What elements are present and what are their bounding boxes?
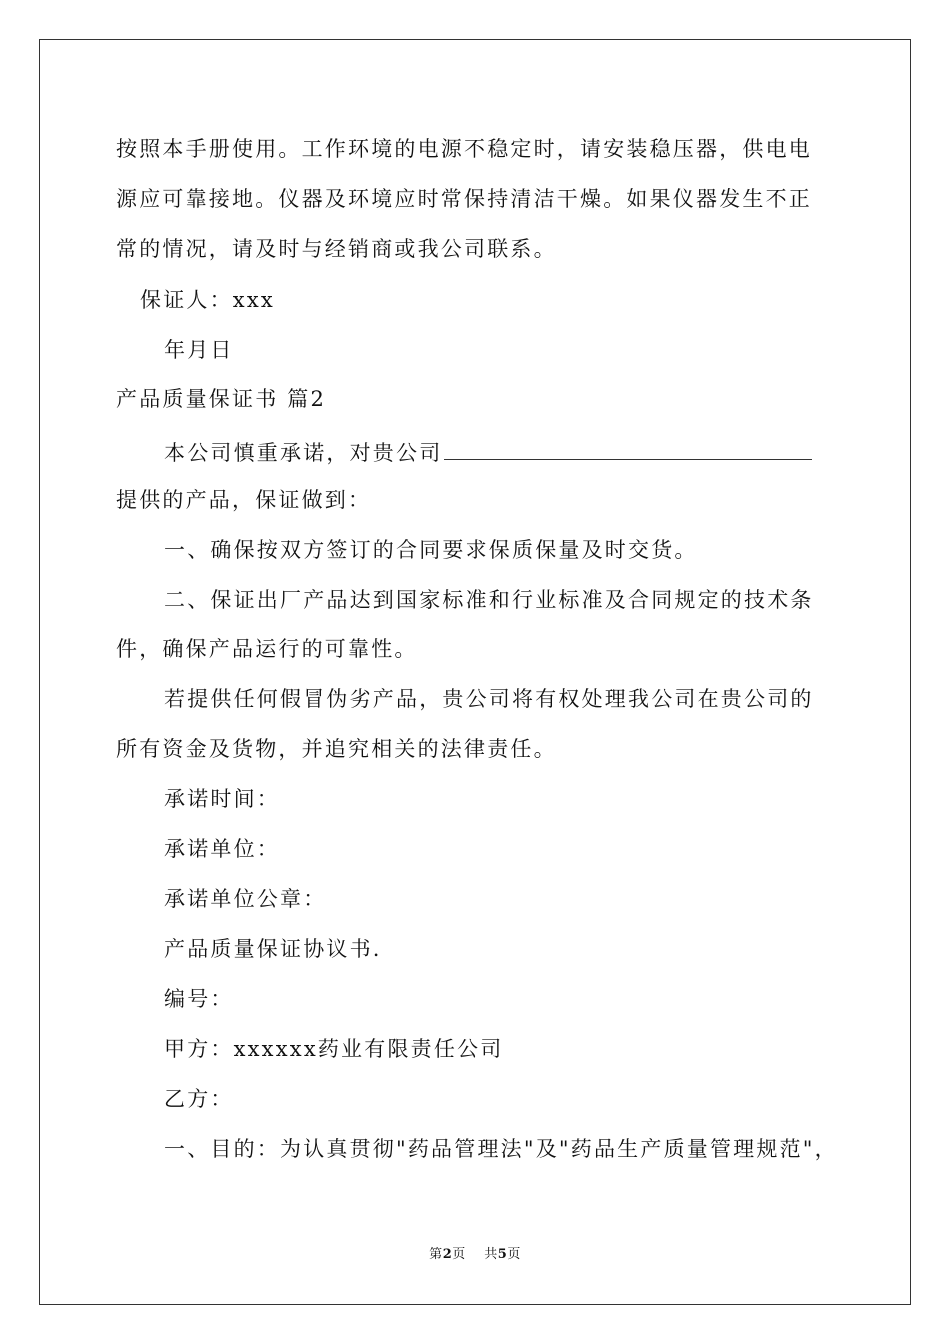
serial-number: 编号： bbox=[164, 987, 234, 1011]
body-line-2: 源应可靠接地。仪器及环境应时常保持清洁干燥。如果仪器发生不正 bbox=[116, 187, 812, 211]
agreement-title: 产品质量保证协议书. bbox=[164, 937, 382, 961]
commitment-text: 本公司慎重承诺，对贵公司 bbox=[164, 441, 443, 465]
body-line-1: 按照本手册使用。工作环境的电源不稳定时，请安装稳压器，供电电 bbox=[116, 137, 812, 161]
penalty-line-1: 若提供任何假冒伪劣产品，贵公司将有权处理我公司在贵公司的 bbox=[164, 687, 814, 711]
section-heading: 产品质量保证书 篇2 bbox=[116, 387, 327, 411]
penalty-line-2: 所有资金及货物，并追究相关的法律责任。 bbox=[116, 737, 557, 761]
party-b: 乙方： bbox=[164, 1087, 234, 1111]
purpose-line: 一、目的：为认真贯彻"药品管理法"及"药品生产质量管理规范"， bbox=[164, 1137, 838, 1161]
commitment-line bbox=[164, 437, 812, 466]
date-line: 年月日 bbox=[164, 338, 234, 362]
footer-mid: 页 共 bbox=[452, 1247, 498, 1262]
footer-prefix: 第 bbox=[429, 1247, 443, 1262]
body-line-8: 提供的产品，保证做到： bbox=[116, 488, 372, 512]
commit-time: 承诺时间： bbox=[164, 787, 280, 811]
clause-1: 一、确保按双方签订的合同要求保质保量及时交货。 bbox=[164, 538, 698, 562]
footer-suffix: 页 bbox=[507, 1247, 521, 1262]
body-line-3: 常的情况，请及时与经销商或我公司联系。 bbox=[116, 237, 557, 261]
total-pages-number: 5 bbox=[497, 1247, 508, 1262]
page-border bbox=[39, 39, 911, 1305]
current-page-number: 2 bbox=[442, 1247, 453, 1262]
party-a: 甲方：xxxxxx药业有限责任公司 bbox=[164, 1037, 504, 1061]
clause-2-line-2: 件，确保产品运行的可靠性。 bbox=[116, 637, 418, 661]
commit-unit: 承诺单位： bbox=[164, 837, 280, 861]
guarantor-line: 保证人：xxx bbox=[140, 288, 275, 312]
fill-in-blank[interactable] bbox=[444, 437, 812, 460]
clause-2-line-1: 二、保证出厂产品达到国家标准和行业标准及合同规定的技术条 bbox=[164, 588, 814, 612]
page-footer bbox=[0, 1247, 950, 1263]
commit-seal: 承诺单位公章： bbox=[164, 887, 327, 911]
